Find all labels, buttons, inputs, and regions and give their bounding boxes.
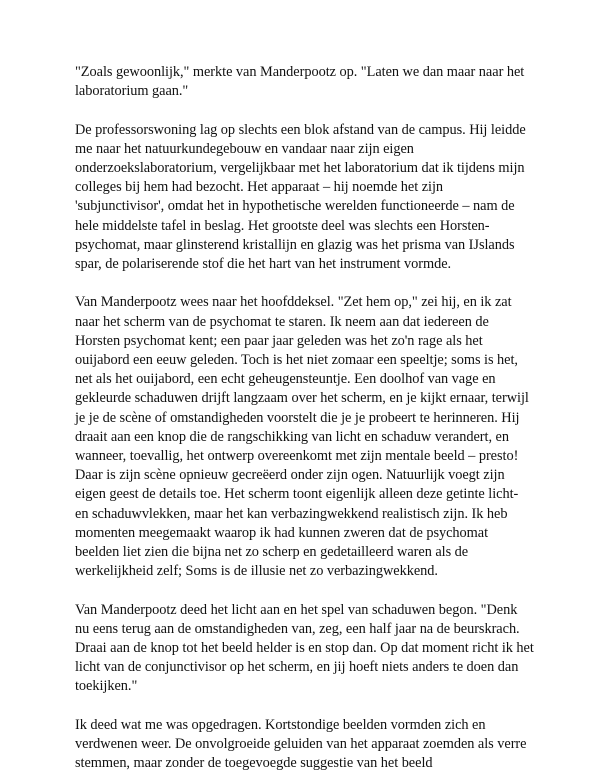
paragraph-1: "Zoals gewoonlijk," merkte van Manderpootz op. "Laten we dan maar naar het laboratorium gaan." [75,64,525,100]
paragraph-5: Ik deed wat me was opgedragen. Kortstondige beelden vormden zich en verdwenen weer. De onvolgroeide geluiden van het apparaat zoemden als verre stemmen, maar zonder de toegevoegde suggestie van het beeld [75,716,527,772]
paragraph-2: De professorswoning lag op slechts een blok afstand van de campus. Hij leidde me naar het natuurkundegebouw en vandaar naar zijn eigen onderzoekslaboratorium, vergelijkbaar met het laboratorium dat ik tijdens mijn colleges bij hem had bezocht. Het apparaat – hij noemde het zijn 'subjunctivisor', omdat het in hypothetische werelden functioneerde – nam de hele middelste tafel in beslag. Het grootste deel was slechts een Horsten-psychomat, maar glinsterend kristallijn en glazig was het prisma van IJslands spar, de polariserende stof die het hart van het instrument vormde. [75,121,526,273]
paragraph-3: Van Manderpootz wees naar het hoofddeksel. "Zet hem op," zei hij, en ik zat naar het scherm van de psychomat te staren. Ik neem aan dat iedereen de Horsten psychomat kent; een paar jaar geleden was het zo'n rage als het ouijabord een eeuw geleden. Toch is het niet zomaar een speeltje; soms is het, net als het ouijabord, een echt geheugensteuntje. Een doolhof van vage en gekleurde schaduwen drijft langzaam over het scherm, en je kijkt ernaar, terwijl je je de scène of omstandigheden voorstelt die je je probeert te herinneren. Hij draait aan een knop die de rangschikking van licht en schaduw verandert, en wanneer, toevallig, het ontwerp overeenkomt met zijn mentale beeld – presto! Daar is zijn scène opnieuw gecreëerd onder zijn ogen. Natuurlijk voegt zijn eigen geest de details toe. Het scherm toont eigenlijk alleen deze getinte licht- en schaduwvlekken, maar het kan verbazingwekkend realistisch zijn. Ik heb momenten meegemaakt waarop ik had kunnen zweren dat de psychomat beelden liet zien die bijna net zo scherp en gedetailleerd waren als de werkelijkheid zelf; Soms is de illusie net zo verbazingwekkend. [75,294,529,580]
document-page [75,63,535,773]
paragraph-4: Van Manderpootz deed het licht aan en het spel van schaduwen begon. "Denk nu eens terug aan de omstandigheden van, zeg, een half jaar na de beurskrach. Draai aan de knop tot het beeld helder is en stop dan. Op dat moment richt ik het licht van de conjunctivisor op het scherm, en jij hoeft niets anders te doen dan toekijken." [75,601,534,695]
